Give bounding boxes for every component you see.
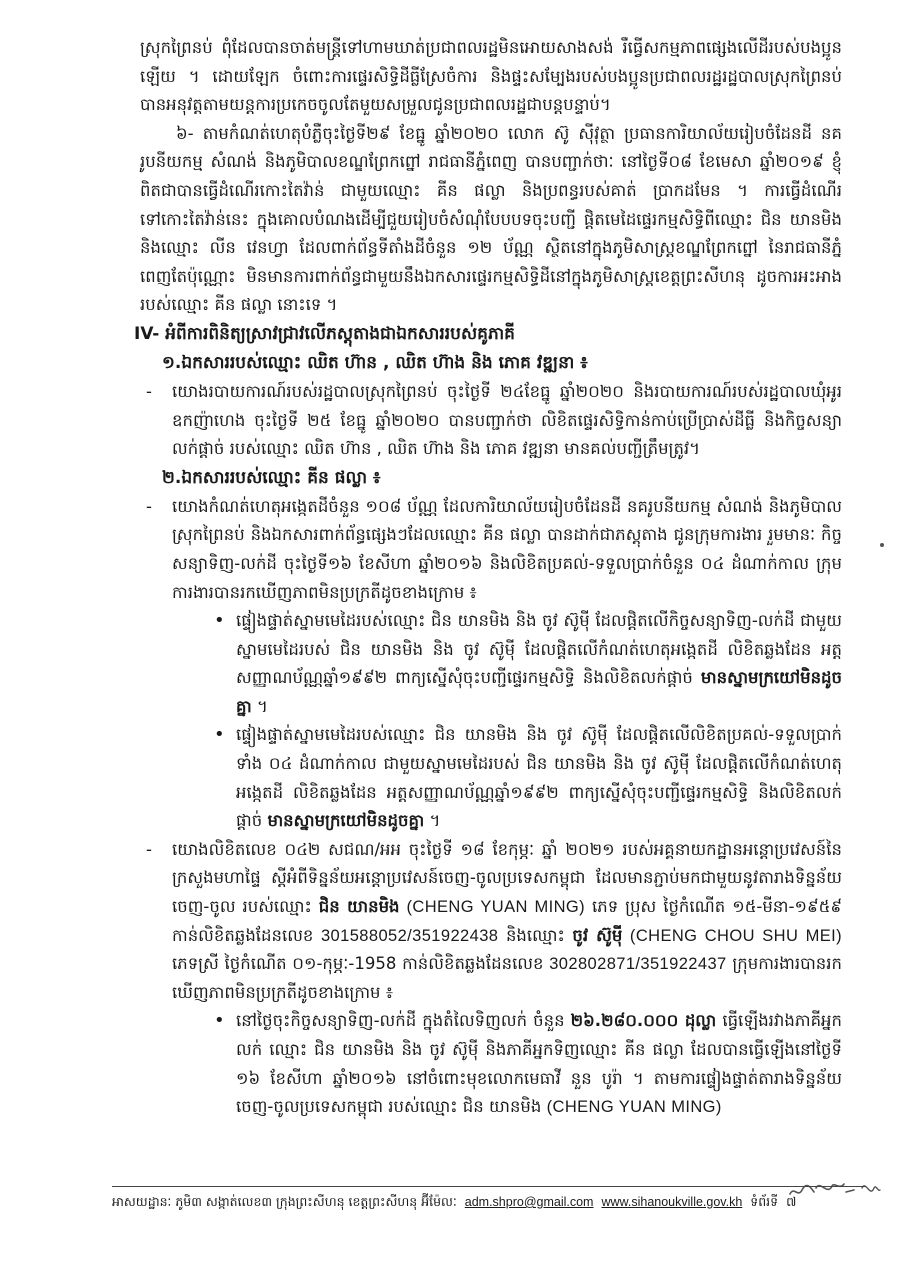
bullet-3-amount: ២៦.២៨០.០០០ ដុល្លា bbox=[570, 1011, 717, 1031]
bullet-2-end: ។ bbox=[424, 811, 441, 831]
dash-3-text-c: និងឈ្មោះ bbox=[498, 925, 573, 945]
dash-3-passport-2: 302802871/351922437 bbox=[549, 955, 727, 974]
bullet-3-text-b: ធ្វើឡើងរវាងភាគីអ្នកលក់ ឈ្មោះ ជិន យានមិង និង ចូវ ស៊ូម៉ី និងភាគីអ្នកទិញឈ្មោះ គីន ផល្លា ដែលបានធ្វើឡើងនៅថ្ងៃទី ១៦ ខែសីហា ឆ្នាំ២០១៦ នៅចំពោះមុខលោកមេធាវី នួន បូរ៉ា ។ តាមការផ្ទៀងផ្ទាត់តារាងទិន្នន័យចេញ-ចូលប្រទេសកម្ពុជា របស់ឈ្មោះ ជិន យានមិង bbox=[236, 1011, 842, 1117]
bullet-3-text-a: នៅថ្ងៃចុះកិច្ចសន្យាទិញ-លក់ដី ក្នុងតំលៃទិញលក់ ចំនួន bbox=[236, 1011, 571, 1031]
page-footer bbox=[112, 1186, 866, 1211]
bullet-item-2 bbox=[206, 721, 842, 835]
dash-3-text-a: យោងលិខិតលេខ ០៤២ សជណ/អអ ចុះថ្ងៃទី ១៨ ខែកុម្ភៈ ឆ្នាំ ២០២១ របស់អគ្គនាយកដ្ឋានអន្តោប្រវេសន៍នៃក្រសួងមហាផ្ទៃ ស្តីអំពីទិន្នន័យអន្តោប្រវេសន៍ចេញ-ចូលប្រទេសកម្ពុជា ដែលមានភ្ជាប់មកជាមួយនូវតារាងទិន្នន័យចេញ-ចូល របស់ឈ្មោះ bbox=[172, 839, 842, 917]
bullet-1-end: ។ bbox=[251, 696, 268, 716]
footer-address: អាសយដ្ឋានៈ ភូមិ៣ សង្កាត់លេខ៣ ក្រុងព្រះសីហនុ ខេត្តព្រះសីហនុ អ៊ីម៉ែលៈ bbox=[112, 1194, 457, 1209]
dash-3-text-b: ភេទ ប្រុស ថ្ងៃកំណើត ១៥-មីនា-១៩៥៩ កាន់លិខិតឆ្លងដែនលេខ bbox=[172, 897, 842, 945]
dash-item-1: - យោងរបាយការណ៍របស់រដ្ឋបាលស្រុកព្រៃនប់ ចុះថ្ងៃទី ២៤ខែធ្នូ ឆ្នាំ២០២០ និងរបាយការណ៍របស់រដ្ឋបាលឃុំអូរឧកញ៉ាហេង ចុះថ្ងៃទី ២៥ ខែធ្នូ ឆ្នាំ២០២០ បានបញ្ជាក់ថា លិខិតផ្ទេរសិទ្ធិកាន់កាប់ប្រើប្រាស់ដីធ្លី និងកិច្ចសន្យាលក់ផ្តាច់ របស់ឈ្មោះ ឈិត ហ៊ាន , ឈិត ហ៊ាង និង ភោគ វឌ្ឍនា មានគល់បញ្ជីត្រឹមត្រូវ។ bbox=[142, 378, 842, 464]
bullet-item-3 bbox=[206, 1007, 842, 1121]
bullet-1-bold: មានស្នាមក្រយៅមិនដូចគ្នា bbox=[236, 668, 842, 716]
dash-3-latin-2: (CHENG CHOU SHU MEI) bbox=[629, 926, 843, 945]
subheading-1: ១.ឯកសាររបស់ឈ្មោះ ឈិត ហ៊ាន , ឈិត ហ៊ាង និង ភោគ វឌ្ឍនា ៖ bbox=[162, 352, 588, 373]
paragraph-intro: ស្រុកព្រៃនប់ ពុំដែលបានចាត់មន្ត្រីទៅហាមឃាត់ប្រជាពលរដ្ឋមិនអោយសាងសង់ រឺធ្វើសកម្មភាពផ្សេងលើដីរបស់បងប្អូនឡើយ ។ ដោយឡែក ចំពោះការផ្ទេរសិទ្ធិដីធ្លីស្រែចំការ និងផ្ទះសម្បែងរបស់បងប្អូនប្រជាពលរដ្ឋរដ្ឋបាលស្រុកព្រៃនប់ បានអនុវត្តតាមយន្តការប្រកេចចូលតែមួយសម្រួលជូនប្រជាពលរដ្ឋជាបន្តបន្ទាប់។ bbox=[140, 38, 842, 115]
dash-item-2: - យោងកំណត់ហេតុអង្កេតដីចំនួន ១០៨ ប័ណ្ណ ដែលការិយាល័យរៀបចំដែនដី នគរូបនីយកម្ម សំណង់ និងភូមិបាលស្រុកព្រៃនប់ និងឯកសារពាក់ព័ន្ធផ្សេងៗដែលឈ្មោះ គីន ផល្លា បានដាក់ជាភស្តុតាង ជូនក្រុមការងារ រួមមានៈ កិច្ចសន្យាទិញ-លក់ដី ចុះថ្ងៃទី១៦ ខែសីហា ឆ្នាំ២០១៦ និងលិខិតប្រគល់-ទទួលប្រាក់ចំនួន ០៤ ដំណាក់កាល ក្រុមការងារបានរកឃើញភាពមិនប្រក្រតីដូចខាងក្រោម ៖ bbox=[142, 493, 842, 607]
section-iv-heading: IV- អំពីការពិនិត្យស្រាវជ្រាវលើភស្តុតាងជាឯកសាររបស់គូភាគី bbox=[134, 323, 515, 344]
dash-3-name-1: ជិន យានមិង bbox=[318, 897, 400, 917]
bullet-3-latin: (CHENG YUAN MING) bbox=[546, 1098, 722, 1117]
dash-3-name-2: ចូវ ស៊ូម៉ី bbox=[572, 925, 623, 945]
subheading-2: ២.ឯកសាររបស់ឈ្មោះ គីន ផល្លា ៖ bbox=[162, 467, 381, 488]
footer-page-label: ទំព័រទី bbox=[750, 1194, 779, 1209]
scan-speck bbox=[880, 543, 884, 547]
paragraph-6: ៦- តាមកំណត់ហេតុបំភ្លឺចុះថ្ងៃទី២៩ ខែធ្នូ ឆ្នាំ២០២០ លោក ស៊ូ ស៊ីវុត្ថា ប្រធានការិយាល័យរៀបចំដែនដី នគរូបនីយកម្ម សំណង់ និងភូមិបាលខណ្ឌព្រែកព្នៅ រាជធានីភ្នំពេញ បានបញ្ជាក់ថាៈ នៅថ្ងៃទី០៨ ខែមេសា ឆ្នាំ២០១៩ ខ្ញុំពិតជាបានធ្វើដំណើរកោះតៃវ៉ាន់ ជាមួយឈ្មោះ គីន ផល្លា និងប្រពន្ធរបស់គាត់ ប្រាកដមែន ។ ការធ្វើដំណើរទៅកោះតៃវ៉ាន់នេះ ក្នុងគោលបំណងដើម្បីជួយរៀបចំសំណុំបែបបទចុះបញ្ជី ផ្តិតមេដៃផ្ទេរកម្មសិទ្ធិពីឈ្មោះ ជិន យានមិង និងឈ្មោះ លីន វេនហ្វា ដែលពាក់ព័ន្ធទីតាំងដីចំនួន ១២ ប័ណ្ណ ស្ថិតនៅក្នុងភូមិសាស្ត្រខណ្ឌព្រែកព្នៅ នៃរាជធានីភ្នំពេញតែប៉ុណ្ណោះ មិនមានការពាក់ព័ន្ធជាមួយនឹងឯកសារផ្ទេរកម្មសិទ្ធិដីនៅក្នុងភូមិសាស្ត្រខេត្តព្រះសីហនុ ដូចការអះអាងរបស់ឈ្មោះ គីន ផល្លា នោះទេ ។ bbox=[140, 123, 842, 315]
bullet-2-text: ផ្ទៀងផ្ទាត់ស្នាមមេដៃរបស់ឈ្មោះ ជិន យានមិង និង ចូវ ស៊ូម៉ី ដែលផ្តិតលើលិខិតប្រគល់-ទទួលប្រាក់ទាំង ០៤ ដំណាក់កាល ជាមួយស្នាមមេដៃរបស់ ជិន យានមិង និង ចូវ ស៊ូម៉ី ដែលផ្តិតលើកំណត់ហេតុអង្កេតដី លិខិតឆ្លងដែន អត្តសញ្ញាណប័ណ្ណឆ្នាំ១៩៩២ ពាក្យស្នើសុំចុះបញ្ជីផ្ទេរកម្មសិទ្ធិ និងលិខិតលក់ផ្តាច់ bbox=[236, 725, 842, 831]
dash-3-latin-1: (CHENG YUAN MING) bbox=[406, 898, 586, 917]
dash-3-text-d: ភេទស្រី ថ្ងៃកំណើត ០១-កុម្ភៈ-1958 កាន់លិខិតឆ្លងដែនលេខ bbox=[172, 954, 550, 974]
bullet-1-text: ផ្ទៀងផ្ទាត់ស្នាមមេដៃរបស់ឈ្មោះ ជិន យានមិង និង ចូវ ស៊ូម៉ី ដែលផ្តិតលើកិច្ចសន្យាទិញ-លក់ដី ជាមួយស្នាមមេដៃរបស់ ជិន យានមិង និង ចូវ ស៊ូម៉ី ដែលផ្តិតលើកំណត់ហេតុអង្កេតដី លិខិតឆ្លងដែន អត្តសញ្ញាណប័ណ្ណឆ្នាំ១៩៩២ ពាក្យស្នើសុំចុះបញ្ជីផ្ទេរកម្មសិទ្ធិ និងលិខិតលក់ផ្តាច់ bbox=[236, 611, 842, 688]
dash-item-3 bbox=[142, 836, 842, 1008]
footer-email[interactable]: adm.shpro@gmail.com bbox=[464, 1195, 594, 1209]
dash-3-text-e: ក្រុមការងារបានរកឃើញភាពមិនប្រក្រតីដូចខាងក្រោម ៖ bbox=[172, 954, 842, 1002]
dash-3-passport-1: 301588052/351922438 bbox=[320, 926, 499, 945]
bullet-item-1 bbox=[206, 607, 842, 721]
footer-page-number: ៧ bbox=[786, 1194, 797, 1209]
footer-website[interactable]: www.sihanoukville.gov.kh bbox=[601, 1195, 743, 1209]
bullet-2-bold: មានស្នាមក្រយៅមិនដូចគ្នា bbox=[267, 811, 425, 831]
